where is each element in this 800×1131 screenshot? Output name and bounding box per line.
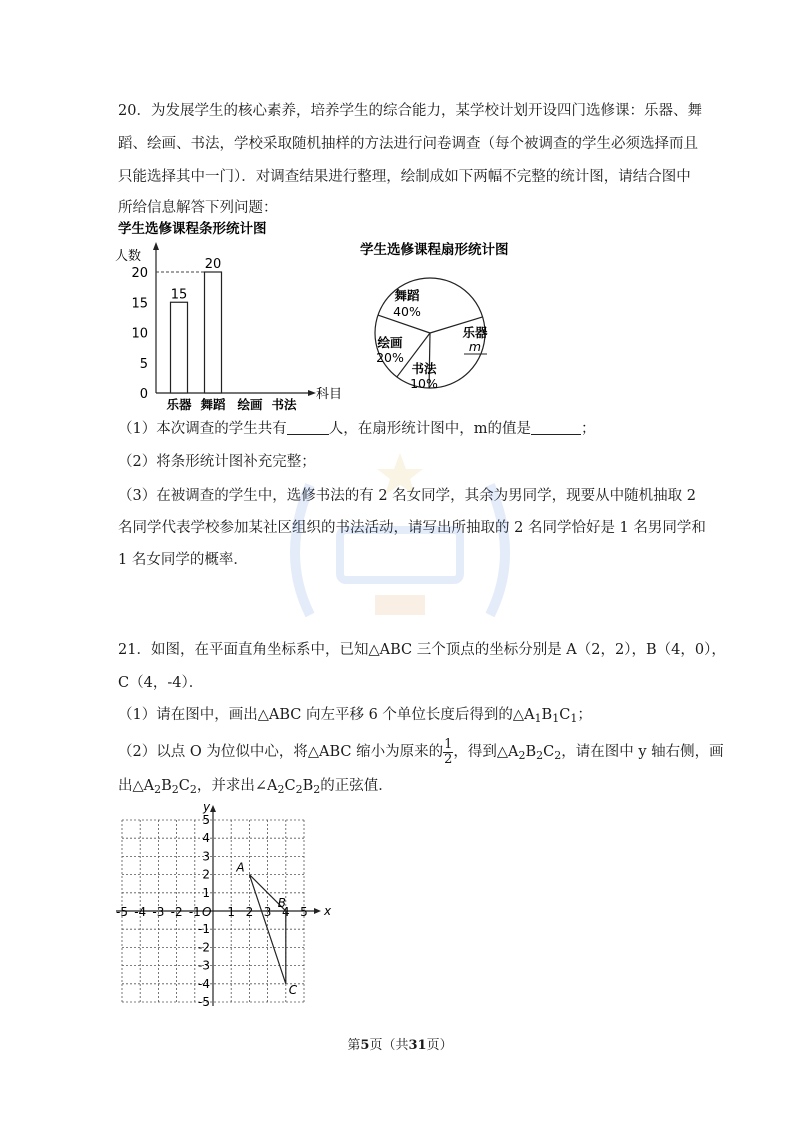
bar-category-label: 书法 <box>271 397 297 412</box>
bar-y-tick-label: 5 <box>139 356 148 372</box>
q20-sub-2: （2）将条形统计图补充完整； <box>118 454 316 470</box>
bar-y-tick-label: 15 <box>131 296 148 312</box>
answer-blank-total[interactable] <box>287 420 329 435</box>
y-tick-label: 5 <box>202 813 210 827</box>
q21-line-2: C（4，-4）． <box>118 675 204 691</box>
q21-line-1: 21．如图，在平面直角坐标系中，已知△ABC 三个顶点的坐标分别是 A（2，2），B（4，0）， <box>118 642 726 658</box>
x-tick-label: -5 <box>116 905 128 919</box>
vertex-label: B <box>277 896 287 910</box>
y-tick-label: -2 <box>198 940 210 955</box>
pie-slice-name: 绘画 <box>377 335 403 350</box>
bar-y-tick-label: 0 <box>139 387 148 402</box>
bar-y-tick-label: 20 <box>131 266 148 281</box>
bar <box>205 272 222 393</box>
x-tick-label: -2 <box>170 905 183 919</box>
bar-y-tick-label: 10 <box>131 326 148 342</box>
pie-slice-name: 书法 <box>411 361 437 376</box>
pie-chart-slices <box>375 278 488 391</box>
q20-sub-3-line-2: 名同学代表学校参加某社区组织的书法活动，请写出所抽取的 2 名同学恰好是 1 名男同学和 <box>118 520 706 536</box>
bar-x-arrow <box>308 390 316 396</box>
y-tick-label: 3 <box>202 849 210 864</box>
coordinate-grid <box>108 800 348 1010</box>
y-axis-label: y <box>203 800 211 814</box>
answer-blank-m[interactable] <box>531 420 581 435</box>
pie-slice-value: 20% <box>376 350 404 365</box>
q20-line-2: 蹈、绘画、书法，学校采取随机抽样的方法进行问卷调查（每个被调查的学生必须选择而且 <box>118 136 698 152</box>
q20-sub-1 <box>118 419 696 439</box>
q21-sub-2-line-1: （2）以点 O 为位似中心，将△ABC 缩小为原来的 $\frac{1}{2}$ ，得到$\triangle A_2B_2C_2$，请在图中 y 轴右侧，画 <box>118 736 724 767</box>
y-tick-label: 2 <box>202 867 210 882</box>
y-axis-arrow <box>210 805 216 812</box>
q20-line-3: 只能选择其中一门）．对调查结果进行整理，绘制成如下两幅不完整的统计图，请结合图中 <box>118 169 691 185</box>
bar-x-label: 科目 <box>316 387 343 402</box>
bar-chart-title: 学生选修课程条形统计图 <box>118 221 267 237</box>
bar <box>171 302 188 393</box>
pie-slice-value: 40% <box>393 304 421 319</box>
q20-sub-3-line-3: 1 名女同学的概率． <box>118 552 248 568</box>
pie-slice-name: 乐器 <box>462 325 488 340</box>
q21-sub2-text: （2）以点 O 为位似中心，将△ABC 缩小为原来的 <box>118 744 444 760</box>
pie-slice-value: 10% <box>410 376 438 391</box>
y-tick-label: -3 <box>198 958 210 973</box>
y-tick-label: -5 <box>198 995 210 1009</box>
page-number: 5 <box>360 1038 370 1053</box>
x-tick-label: 3 <box>263 905 272 919</box>
x-tick-label: 1 <box>227 905 236 919</box>
bar-value-label: 20 <box>204 257 222 272</box>
q21-sub-1: （1）请在图中，画出△ABC 向左平移 6 个单位长度后得到的$\triangle A_1B_1C_1$； <box>118 707 592 725</box>
q21-sub-2-line-2: 出$\triangle A_2B_2C_2$，并求出$\angle A_2C_2B_2$的正弦值． <box>118 778 393 796</box>
bar-value-label: 15 <box>170 287 188 303</box>
page-footer: 第5页（共31页） <box>347 1038 453 1053</box>
y-tick-label: -4 <box>198 976 210 991</box>
origin-label: O <box>202 905 212 919</box>
q21-sub1-text: （1）请在图中，画出△ABC 向左平移 6 个单位长度后得到的△A <box>118 707 535 723</box>
q20-line-1: 20．为发展学生的核心素养，培养学生的综合能力，某学校计划开设四门选修课：乐器、舞 <box>118 103 702 119</box>
x-tick-label: 4 <box>281 905 290 919</box>
x-tick-label: -3 <box>152 905 165 919</box>
y-tick-label: -1 <box>198 922 210 937</box>
watermark-logo <box>270 445 530 645</box>
bar-category-label: 乐器 <box>166 397 192 412</box>
page-total: 31 <box>408 1038 427 1053</box>
x-tick-label: 2 <box>245 905 254 919</box>
bar-chart <box>112 218 372 416</box>
q20-sub1-part-a: （1）本次调查的学生共有 <box>118 421 287 437</box>
pie-chart-title: 学生选修课程扇形统计图 <box>360 242 509 258</box>
pie-chart <box>360 240 550 400</box>
x-axis-arrow <box>314 908 321 914</box>
vertex-label: C <box>288 982 298 997</box>
bar-chart-ylabel: 人数 <box>115 249 142 264</box>
bar-y-arrow <box>153 242 159 250</box>
q20-sub1-part-b: 人，在扇形统计图中，m的值是 <box>328 421 531 437</box>
x-tick-label: 5 <box>300 905 308 919</box>
y-tick-label: 4 <box>202 831 210 846</box>
y-tick-label: 1 <box>202 885 210 900</box>
q20-sub-3-line-1: （3）在被调查的学生中，选修书法的有 2 名女同学，其余为男同学，现要从中随机抽取 2 <box>118 488 696 504</box>
bar-category-label: 绘画 <box>237 397 263 412</box>
fraction-one-half: $\frac{1}{2}$ <box>444 736 453 767</box>
bar-category-label: 舞蹈 <box>200 397 226 412</box>
q20-line-4: 所给信息解答下列问题： <box>118 200 278 216</box>
pie-slice-value: m <box>468 339 482 354</box>
vertex-label: A <box>236 860 245 875</box>
x-tick-label: -1 <box>188 905 201 919</box>
pie-slice-name: 舞蹈 <box>394 288 420 303</box>
x-axis-label: x <box>324 904 332 918</box>
x-tick-label: -4 <box>134 905 147 919</box>
bar-chart-axes <box>131 242 342 412</box>
q20-sub1-part-c: ； <box>580 421 596 437</box>
